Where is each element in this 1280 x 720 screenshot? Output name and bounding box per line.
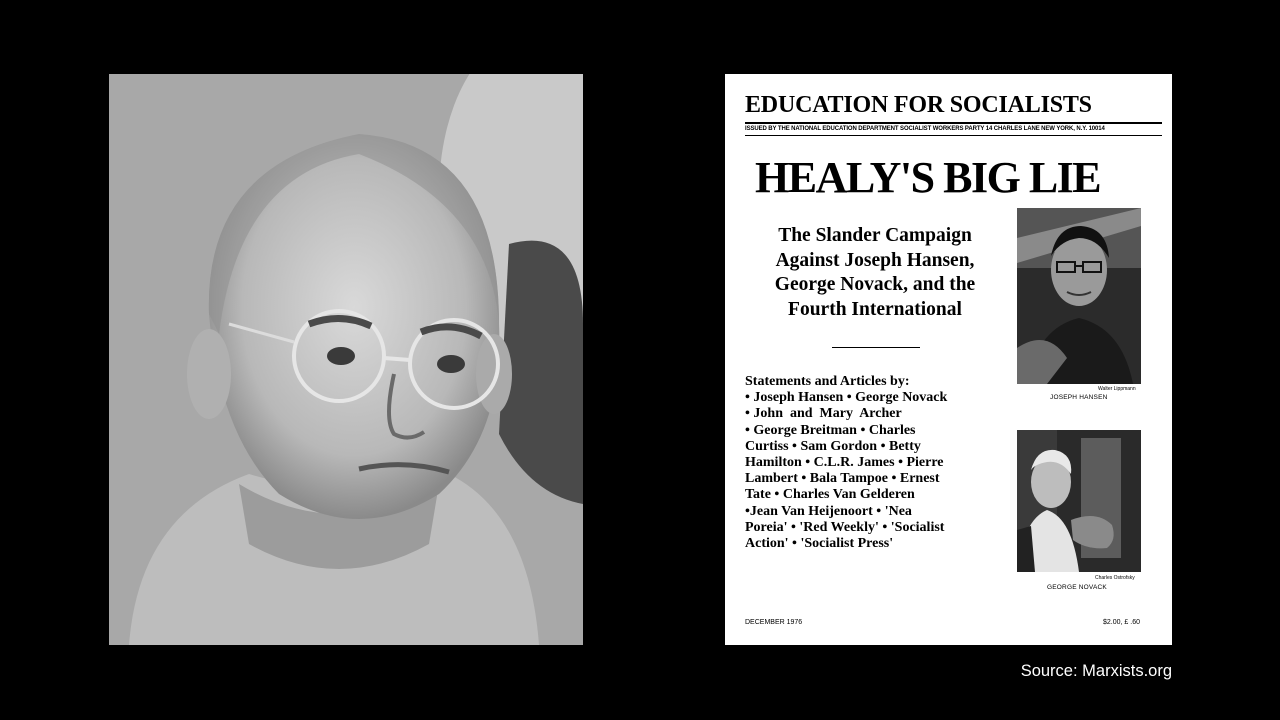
- photo-caption: GEORGE NOVACK: [1047, 584, 1107, 591]
- headline: HEALY'S BIG LIE: [755, 153, 1101, 202]
- subtitle-line: George Novack, and the: [774, 274, 976, 295]
- statements-line: Poreia' • 'Red Weekly' • 'Socialist: [745, 519, 945, 535]
- issue-date: DECEMBER 1976: [745, 619, 803, 626]
- pamphlet-cover: [725, 74, 1172, 645]
- issued-line: ISSUED BY THE NATIONAL EDUCATION DEPARTMENT SOCIALIST WORKERS PARTY 14 CHARLES LANE NEW YORK, N.Y. 10014: [745, 126, 1105, 132]
- statements-line: •Jean Van Heijenoort • 'Nea: [745, 503, 912, 519]
- price: $2.00, £ .60: [1103, 619, 1140, 626]
- masthead: EDUCATION FOR SOCIALISTS: [745, 92, 1092, 118]
- joseph-hansen-photo: [1017, 208, 1141, 384]
- statements-line: Action' • 'Socialist Press': [745, 536, 894, 552]
- statements-line: • George Breitman • Charles: [745, 422, 916, 438]
- portrait-photo: [109, 74, 583, 645]
- photo-credit: Charles Ostrofsky: [1095, 575, 1135, 581]
- statements-list: [745, 374, 1011, 552]
- masthead-rule: [745, 122, 1162, 124]
- statements-line: • John and Mary Archer: [745, 406, 902, 422]
- photo-caption: JOSEPH HANSEN: [1050, 394, 1108, 401]
- george-novack-photo: [1017, 430, 1141, 572]
- source-caption: Source: Marxists.org: [1020, 662, 1172, 680]
- statements-line: Lambert • Bala Tampoe • Ernest: [745, 471, 940, 487]
- subtitle-line: The Slander Campaign: [778, 225, 972, 246]
- subtitle: [753, 224, 997, 322]
- photo-credit: Walter Lippmann: [1098, 386, 1136, 392]
- statements-line: Curtiss • Sam Gordon • Betty: [745, 438, 921, 454]
- statements-line: Hamilton • C.L.R. James • Pierre: [745, 455, 944, 471]
- issued-rule: [745, 135, 1162, 136]
- subtitle-line: Against Joseph Hansen,: [775, 249, 975, 271]
- statements-line: Statements and Articles by:: [745, 374, 910, 389]
- statements-line: • Joseph Hansen • George Novack: [745, 390, 948, 406]
- statements-line: Tate • Charles Van Gelderen: [745, 487, 915, 503]
- divider: [832, 347, 920, 348]
- subtitle-line: Fourth International: [788, 298, 962, 320]
